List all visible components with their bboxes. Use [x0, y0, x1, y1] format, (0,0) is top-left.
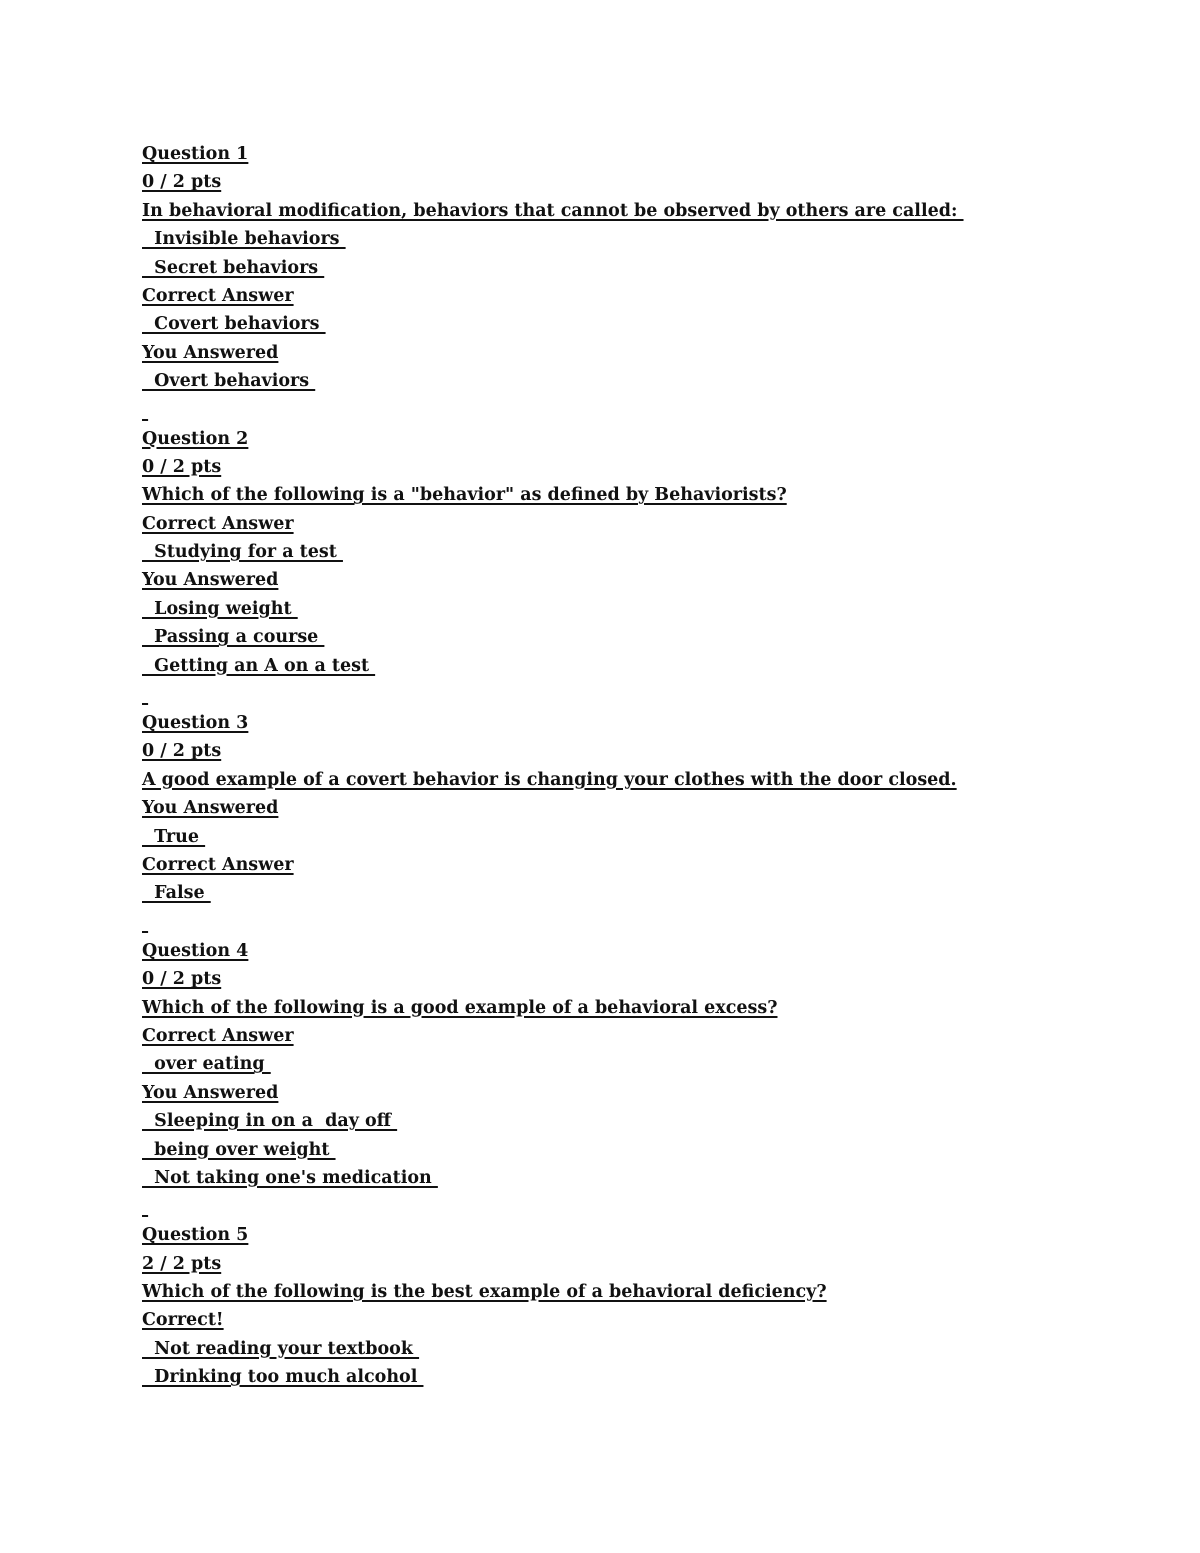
you-answered-label: You Answered — [142, 1082, 279, 1103]
question-block-4 — [142, 937, 1122, 1193]
separator — [142, 397, 1122, 425]
answer-option: Covert behaviors — [142, 314, 326, 335]
question-block-2 — [142, 425, 1122, 681]
answer-option: being over weight — [142, 1139, 336, 1160]
correct-answer-label: Correct Answer — [142, 854, 294, 875]
answer-option: Not reading your textbook — [142, 1338, 420, 1359]
question-points: 2 / 2 pts — [142, 1253, 222, 1274]
question-prompt: Which of the following is a good example of a behavioral excess? — [142, 997, 778, 1018]
answer-option: Sleeping in on a day off — [142, 1111, 398, 1132]
answer-option: False — [142, 883, 211, 904]
answer-option: Overt behaviors — [142, 371, 316, 392]
question-block-3 — [142, 709, 1122, 908]
question-points: 0 / 2 pts — [142, 456, 222, 477]
question-prompt: A good example of a covert behavior is changing your clothes with the door closed. — [142, 769, 957, 790]
answer-option: Drinking too much alcohol — [142, 1367, 424, 1388]
you-answered-label: You Answered — [142, 798, 279, 819]
question-points: 0 / 2 pts — [142, 172, 222, 193]
question-block-5 — [142, 1221, 1122, 1391]
answer-option: True — [142, 826, 206, 847]
question-points: 0 / 2 pts — [142, 741, 222, 762]
question-title: Question 2 — [142, 428, 249, 449]
question-points: 0 / 2 pts — [142, 969, 222, 990]
correct-answer-label: Correct Answer — [142, 1025, 294, 1046]
answer-option: Studying for a test — [142, 542, 343, 563]
answer-option: Secret behaviors — [142, 257, 325, 278]
question-title: Question 4 — [142, 940, 249, 961]
you-answered-label: You Answered — [142, 570, 279, 591]
question-prompt: In behavioral modification, behaviors that cannot be observed by others are called: — [142, 200, 964, 221]
question-block-1 — [142, 140, 1122, 396]
answer-option: Getting an A on a test — [142, 655, 376, 676]
question-title: Question 1 — [142, 144, 249, 164]
question-title: Question 3 — [142, 713, 249, 734]
question-title: Question 5 — [142, 1225, 249, 1246]
you-answered-label: You Answered — [142, 342, 279, 363]
answer-option: Not taking one's medication — [142, 1167, 438, 1188]
correct-answer-label: Correct Answer — [142, 513, 294, 534]
question-prompt: Which of the following is a "behavior" as defined by Behaviorists? — [142, 485, 787, 506]
answer-option: over eating — [142, 1054, 271, 1075]
correct-answer-label: Correct Answer — [142, 285, 294, 306]
answer-option: Passing a course — [142, 627, 325, 648]
question-prompt: Which of the following is the best example of a behavioral deficiency? — [142, 1282, 827, 1303]
correct-label: Correct! — [142, 1310, 224, 1331]
quiz-results-document — [142, 140, 1122, 1393]
separator — [142, 681, 1122, 709]
answer-option: Invisible behaviors — [142, 229, 346, 250]
answer-option: Losing weight — [142, 598, 298, 619]
separator — [142, 909, 1122, 937]
separator — [142, 1193, 1122, 1221]
